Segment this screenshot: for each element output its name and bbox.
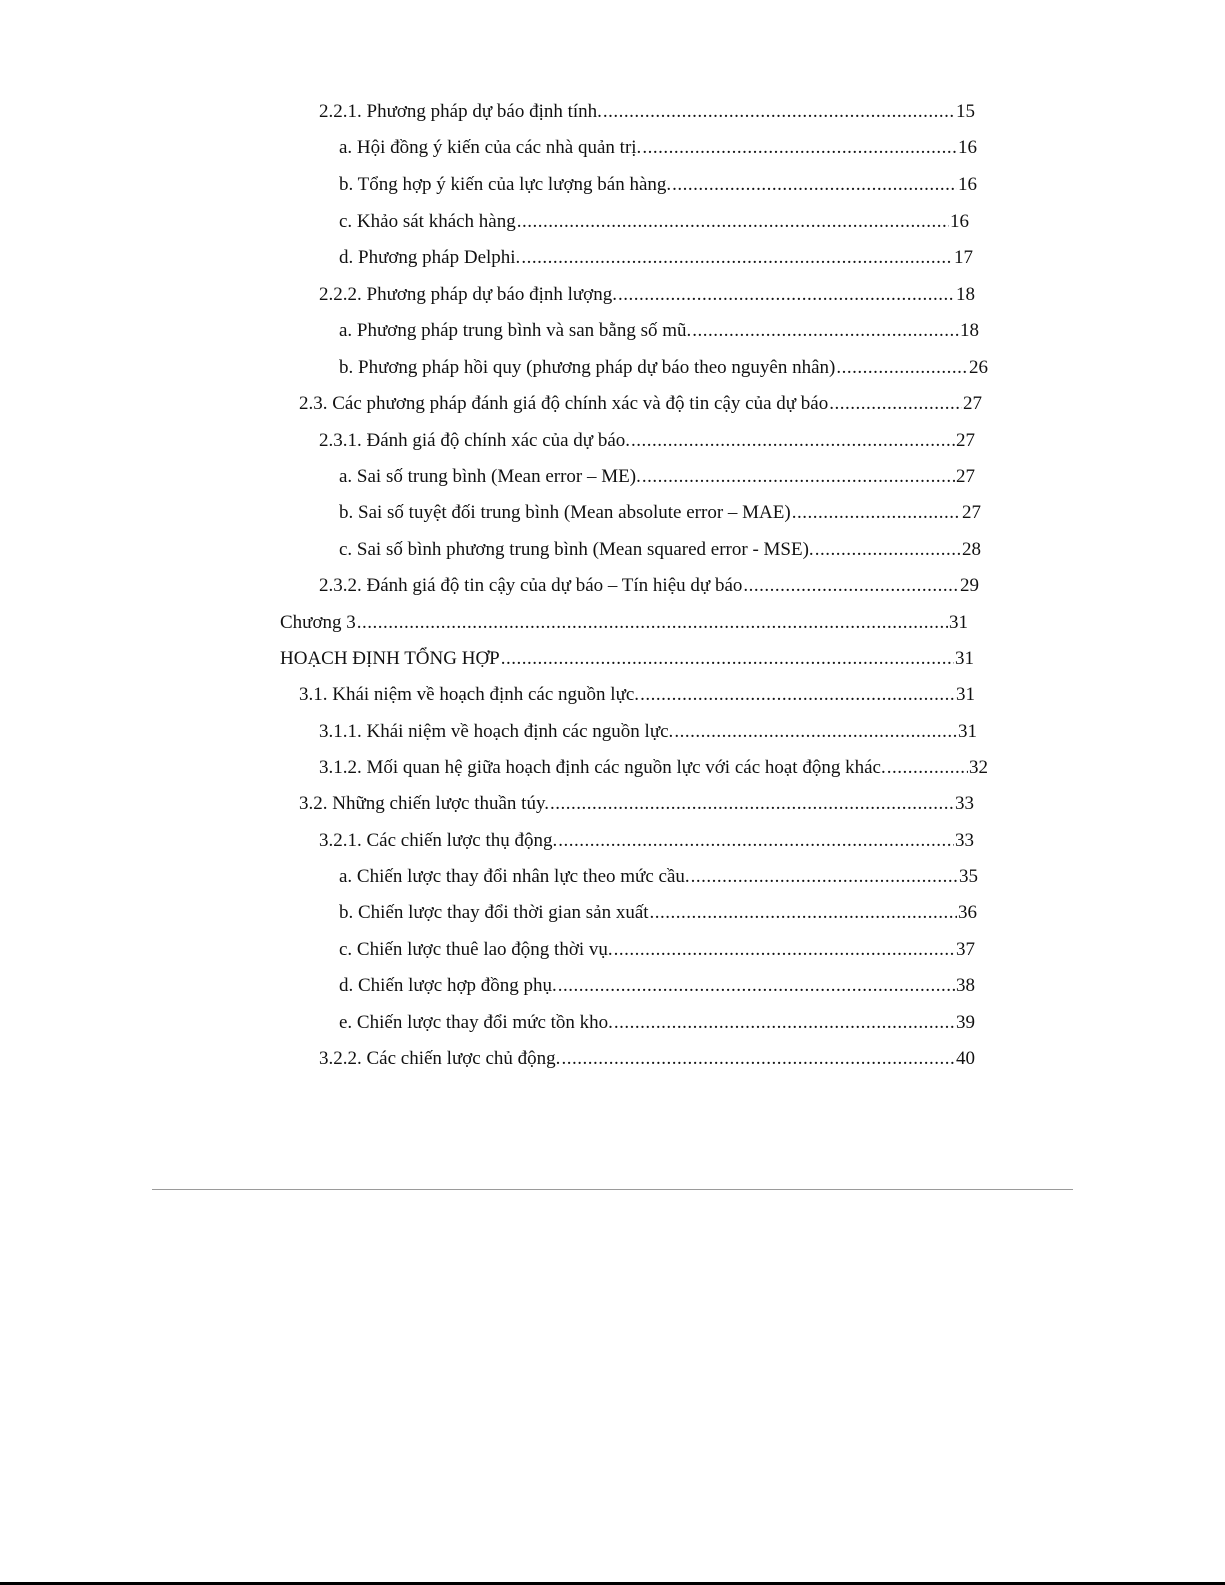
toc-entry[interactable] (339, 1010, 975, 1036)
toc-leader-dots (550, 791, 954, 817)
toc-entry[interactable] (319, 755, 988, 781)
toc-entry-page: 26 (969, 357, 988, 378)
toc-entry-page: 37 (956, 939, 975, 960)
toc-entry[interactable] (339, 973, 975, 999)
toc-entry[interactable] (299, 791, 974, 817)
toc-leader-dots (640, 682, 955, 708)
toc-leader-dots (692, 318, 959, 344)
toc-entry-title: d. Chiến lược hợp đồng phụ. (339, 975, 557, 996)
toc-entry-page: 36 (958, 902, 977, 923)
toc-entry[interactable] (319, 573, 979, 599)
toc-entry[interactable] (339, 537, 981, 563)
toc-entry-title: 3.2. Những chiến lược thuần túy. (299, 793, 549, 814)
toc-entry[interactable] (319, 428, 975, 454)
toc-entry[interactable] (299, 391, 982, 417)
toc-entry-page: 28 (962, 539, 981, 560)
toc-entry-page: 38 (956, 975, 975, 996)
toc-leader-dots (674, 719, 957, 745)
toc-entry[interactable] (319, 99, 975, 125)
toc-entry[interactable] (339, 900, 977, 926)
toc-entry-title: b. Tổng hợp ý kiến của lực lượng bán hàng. (339, 174, 672, 195)
toc-leader-dots (792, 500, 961, 526)
toc-entry[interactable] (339, 464, 975, 490)
toc-leader-dots (691, 864, 958, 890)
toc-entry[interactable] (280, 610, 968, 636)
toc-leader-dots (614, 937, 955, 963)
toc-entry-title: c. Khảo sát khách hàng (339, 211, 516, 232)
toc-entry-title: b. Phương pháp hồi quy (phương pháp dự báo theo nguyên nhân) (339, 357, 836, 378)
toc-entry-page: 31 (955, 648, 974, 669)
toc-entry[interactable] (339, 864, 978, 890)
toc-entry-title: Chương 3 (280, 612, 356, 633)
toc-leader-dots (561, 1046, 955, 1072)
toc-entry-title: d. Phương pháp Delphi. (339, 247, 521, 268)
toc-entry[interactable] (319, 282, 975, 308)
toc-entry-title: 2.3. Các phương pháp đánh giá độ chính xác và độ tin cậy của dự báo (299, 393, 829, 414)
toc-entry-title: c. Sai số bình phương trung bình (Mean squared error - MSE). (339, 539, 814, 560)
toc-leader-dots (501, 646, 954, 672)
toc-entry[interactable] (339, 135, 977, 161)
toc-leader-dots (650, 900, 957, 926)
toc-leader-dots (743, 573, 959, 599)
toc-entry-page: 27 (956, 430, 975, 451)
toc-entry-title: b. Chiến lược thay đổi thời gian sản xuất (339, 902, 649, 923)
toc-entry[interactable] (339, 318, 979, 344)
toc-entry-page: 27 (963, 393, 982, 414)
toc-leader-dots (672, 172, 957, 198)
toc-entry-page: 31 (956, 684, 975, 705)
toc-entry-title: HOẠCH ĐỊNH TỔNG HỢP (280, 648, 500, 669)
toc-entry[interactable] (339, 937, 975, 963)
toc-entry-page: 31 (958, 721, 977, 742)
toc-entry[interactable] (339, 355, 988, 381)
toc-entry-page: 27 (962, 502, 981, 523)
toc-entry-title: b. Sai số tuyệt đối trung bình (Mean absolute error – MAE) (339, 502, 791, 523)
toc-leader-dots (618, 282, 955, 308)
toc-leader-dots (887, 755, 968, 781)
toc-leader-dots (558, 828, 954, 854)
toc-entry-page: 16 (950, 211, 969, 232)
toc-entry[interactable] (339, 209, 969, 235)
toc-entry-title: a. Hội đồng ý kiến của các nhà quản trị. (339, 137, 642, 158)
toc-leader-dots (815, 537, 961, 563)
toc-entry[interactable] (319, 719, 977, 745)
toc-entry[interactable] (280, 646, 974, 672)
toc-entry-title: 2.3.1. Đánh giá độ chính xác của dự báo. (319, 430, 631, 451)
toc-entry-page: 16 (958, 137, 977, 158)
toc-entry-page: 15 (956, 101, 975, 122)
toc-entry-page: 40 (956, 1048, 975, 1069)
toc-entry[interactable] (299, 682, 975, 708)
toc-entry-page: 33 (955, 830, 974, 851)
toc-entry[interactable] (319, 828, 974, 854)
toc-entry-title: 3.2.2. Các chiến lược chủ động. (319, 1048, 561, 1069)
toc-entry-title: e. Chiến lược thay đổi mức tồn kho. (339, 1012, 613, 1033)
toc-entry-page: 31 (949, 612, 968, 633)
toc-leader-dots (829, 391, 962, 417)
toc-entry-page: 35 (959, 866, 978, 887)
toc-leader-dots (642, 135, 957, 161)
toc-leader-dots (517, 209, 949, 235)
toc-leader-dots (836, 355, 968, 381)
toc-entry[interactable] (339, 245, 973, 271)
toc-leader-dots (558, 973, 955, 999)
toc-leader-dots (631, 428, 955, 454)
toc-entry-title: 3.1. Khái niệm về hoạch định các nguồn lực. (299, 684, 640, 705)
toc-entry-title: a. Sai số trung bình (Mean error – ME). (339, 466, 641, 487)
toc-entry-title: 3.2.1. Các chiến lược thụ động. (319, 830, 558, 851)
toc-entry-title: 3.1.1. Khái niệm về hoạch định các nguồn lực. (319, 721, 674, 742)
toc-entry-page: 16 (958, 174, 977, 195)
toc-entry-page: 39 (956, 1012, 975, 1033)
page-divider (152, 1189, 1073, 1190)
toc-entry-page: 18 (960, 320, 979, 341)
toc-entry-title: 2.2.2. Phương pháp dự báo định lượng. (319, 284, 617, 305)
toc-leader-dots (614, 1010, 955, 1036)
toc-leader-dots (357, 610, 948, 636)
toc-entry-title: 2.2.1. Phương pháp dự báo định tính. (319, 101, 602, 122)
toc-leader-dots (521, 245, 953, 271)
toc-entry-page: 33 (955, 793, 974, 814)
toc-entry-page: 27 (956, 466, 975, 487)
toc-entry-title: c. Chiến lược thuê lao động thời vụ. (339, 939, 613, 960)
toc-entry-title: 3.1.2. Mối quan hệ giữa hoạch định các nguồn lực với các hoạt động khác. (319, 757, 886, 778)
toc-leader-dots (603, 99, 955, 125)
toc-entry-page: 32 (969, 757, 988, 778)
toc-entry-title: a. Phương pháp trung bình và san bằng số mũ. (339, 320, 692, 341)
toc-entry-page: 29 (960, 575, 979, 596)
toc-entry-title: a. Chiến lược thay đổi nhân lực theo mức cầu. (339, 866, 690, 887)
toc-leader-dots (642, 464, 955, 490)
toc-entry[interactable] (339, 500, 981, 526)
toc-entry[interactable] (339, 172, 977, 198)
toc-entry-page: 17 (954, 247, 973, 268)
toc-entry[interactable] (319, 1046, 975, 1072)
toc-entry-page: 18 (956, 284, 975, 305)
toc-entry-title: 2.3.2. Đánh giá độ tin cậy của dự báo – Tín hiệu dự báo (319, 575, 743, 596)
